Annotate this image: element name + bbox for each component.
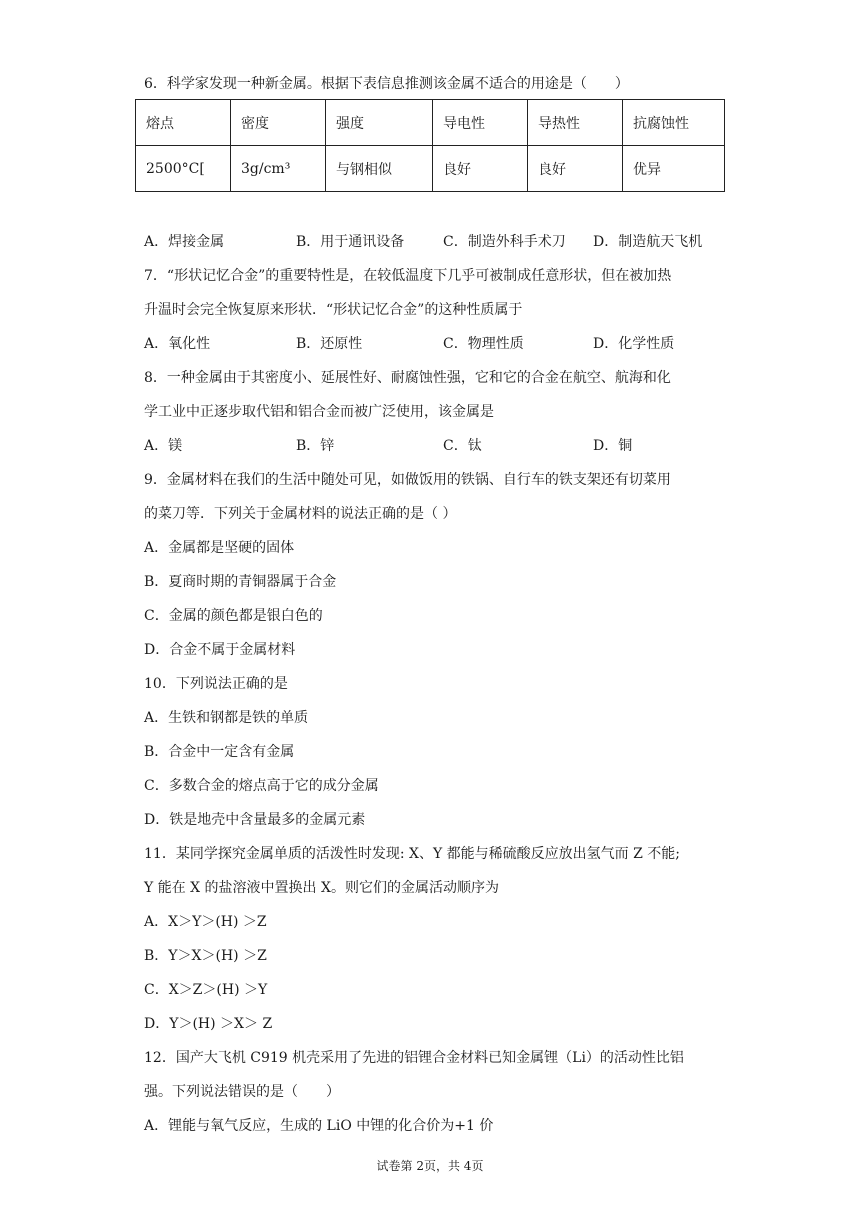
page-footer: 试卷第 2页，共 4页 [376, 1159, 484, 1173]
option-a[interactable]: A．金属都是坚硬的固体 [144, 540, 295, 556]
option-b[interactable]: B．Y＞X＞(H) ＞Z [144, 948, 267, 964]
option-c[interactable]: C．多数合金的熔点高于它的成分金属 [144, 778, 379, 794]
table-cell: 良好 [528, 146, 623, 192]
table-row [136, 146, 725, 192]
option-d[interactable]: D．合金不属于金属材料 [144, 642, 296, 658]
table-header-cell: 导热性 [528, 100, 623, 146]
q12-stem-line-1: 12．国产大飞机 C919 机壳采用了先进的铝锂合金材料已知金属锂（Li）的活动性比铝 [144, 1050, 684, 1066]
option-c[interactable]: C．物理性质 [443, 336, 524, 352]
option-a[interactable]: A．氧化性 [144, 336, 211, 352]
table-header-cell: 抗腐蚀性 [623, 100, 725, 146]
q8-options [144, 436, 724, 456]
option-d[interactable]: D．铜 [593, 438, 633, 454]
table-cell: 与钢相似 [326, 146, 433, 192]
option-a[interactable]: A．X＞Y＞(H) ＞Z [144, 914, 267, 930]
option-d[interactable]: D．Y＞(H) ＞X＞ Z [144, 1016, 273, 1032]
table-header-row [136, 100, 725, 146]
option-c[interactable]: C．金属的颜色都是银白色的 [144, 608, 323, 624]
option-a[interactable]: A．焊接金属 [144, 234, 225, 250]
table-cell: 优异 [623, 146, 725, 192]
option-c[interactable]: C．钛 [443, 438, 482, 454]
q7-stem-line-2: 升温时会完全恢复原来形状．“形状记忆合金”的这种性质属于 [144, 302, 523, 318]
table-header-cell: 密度 [231, 100, 326, 146]
q9-stem-line-1: 9．金属材料在我们的生活中随处可见，如做饭用的铁锅、自行车的铁支架还有切菜用 [144, 472, 671, 488]
table-cell: 2500°C[ [136, 146, 231, 192]
option-d[interactable]: D．化学性质 [593, 336, 675, 352]
option-b[interactable]: B．锌 [296, 438, 335, 454]
table-cell: 3g/cm³ [231, 146, 326, 192]
q8-stem-line-2: 学工业中正逐步取代铝和铝合金而被广泛使用，该金属是 [144, 404, 494, 420]
option-d[interactable]: D．制造航天飞机 [593, 234, 703, 250]
q9-stem-line-2: 的菜刀等．下列关于金属材料的说法正确的是（ ） [144, 506, 457, 522]
q8-stem-line-1: 8．一种金属由于其密度小、延展性好、耐腐蚀性强，它和它的合金在航空、航海和化 [144, 370, 671, 386]
q11-stem-line-2: Y 能在 X 的盐溶液中置换出 X。则它们的金属活动顺序为 [144, 880, 499, 896]
q11-stem-line-1: 11．某同学探究金属单质的活泼性时发现: X、Y 都能与稀硫酸反应放出氢气而 Z 不能; [144, 846, 680, 862]
q12-stem-line-2: 强。下列说法错误的是（ ） [144, 1084, 340, 1100]
q7-stem-line-1: 7．“形状记忆合金”的重要特性是，在较低温度下几乎可被制成任意形状，但在被加热 [144, 268, 672, 284]
option-b[interactable]: B．夏商时期的青铜器属于合金 [144, 574, 337, 590]
option-c[interactable]: C．X＞Z＞(H) ＞Y [144, 982, 268, 998]
option-b[interactable]: B．合金中一定含有金属 [144, 744, 295, 760]
q6-options [144, 232, 724, 252]
table-header-cell: 导电性 [433, 100, 528, 146]
q10-stem: 10．下列说法正确的是 [144, 676, 288, 692]
metal-properties-table [135, 99, 725, 192]
option-b[interactable]: B．用于通讯设备 [296, 234, 405, 250]
table-cell: 良好 [433, 146, 528, 192]
option-c[interactable]: C．制造外科手术刀 [443, 234, 566, 250]
option-a[interactable]: A．生铁和钢都是铁的单质 [144, 710, 309, 726]
table-header-cell: 熔点 [136, 100, 231, 146]
q6-stem: 6．科学家发现一种新金属。根据下表信息推测该金属不适合的用途是（ ） [144, 76, 629, 92]
option-a[interactable]: A．镁 [144, 438, 183, 454]
table-header-cell: 强度 [326, 100, 433, 146]
option-b[interactable]: B．还原性 [296, 336, 363, 352]
option-d[interactable]: D．铁是地壳中含量最多的金属元素 [144, 812, 366, 828]
option-a[interactable]: A．锂能与氧气反应，生成的 LiO 中锂的化合价为+1 价 [144, 1118, 494, 1134]
q7-options [144, 334, 724, 354]
